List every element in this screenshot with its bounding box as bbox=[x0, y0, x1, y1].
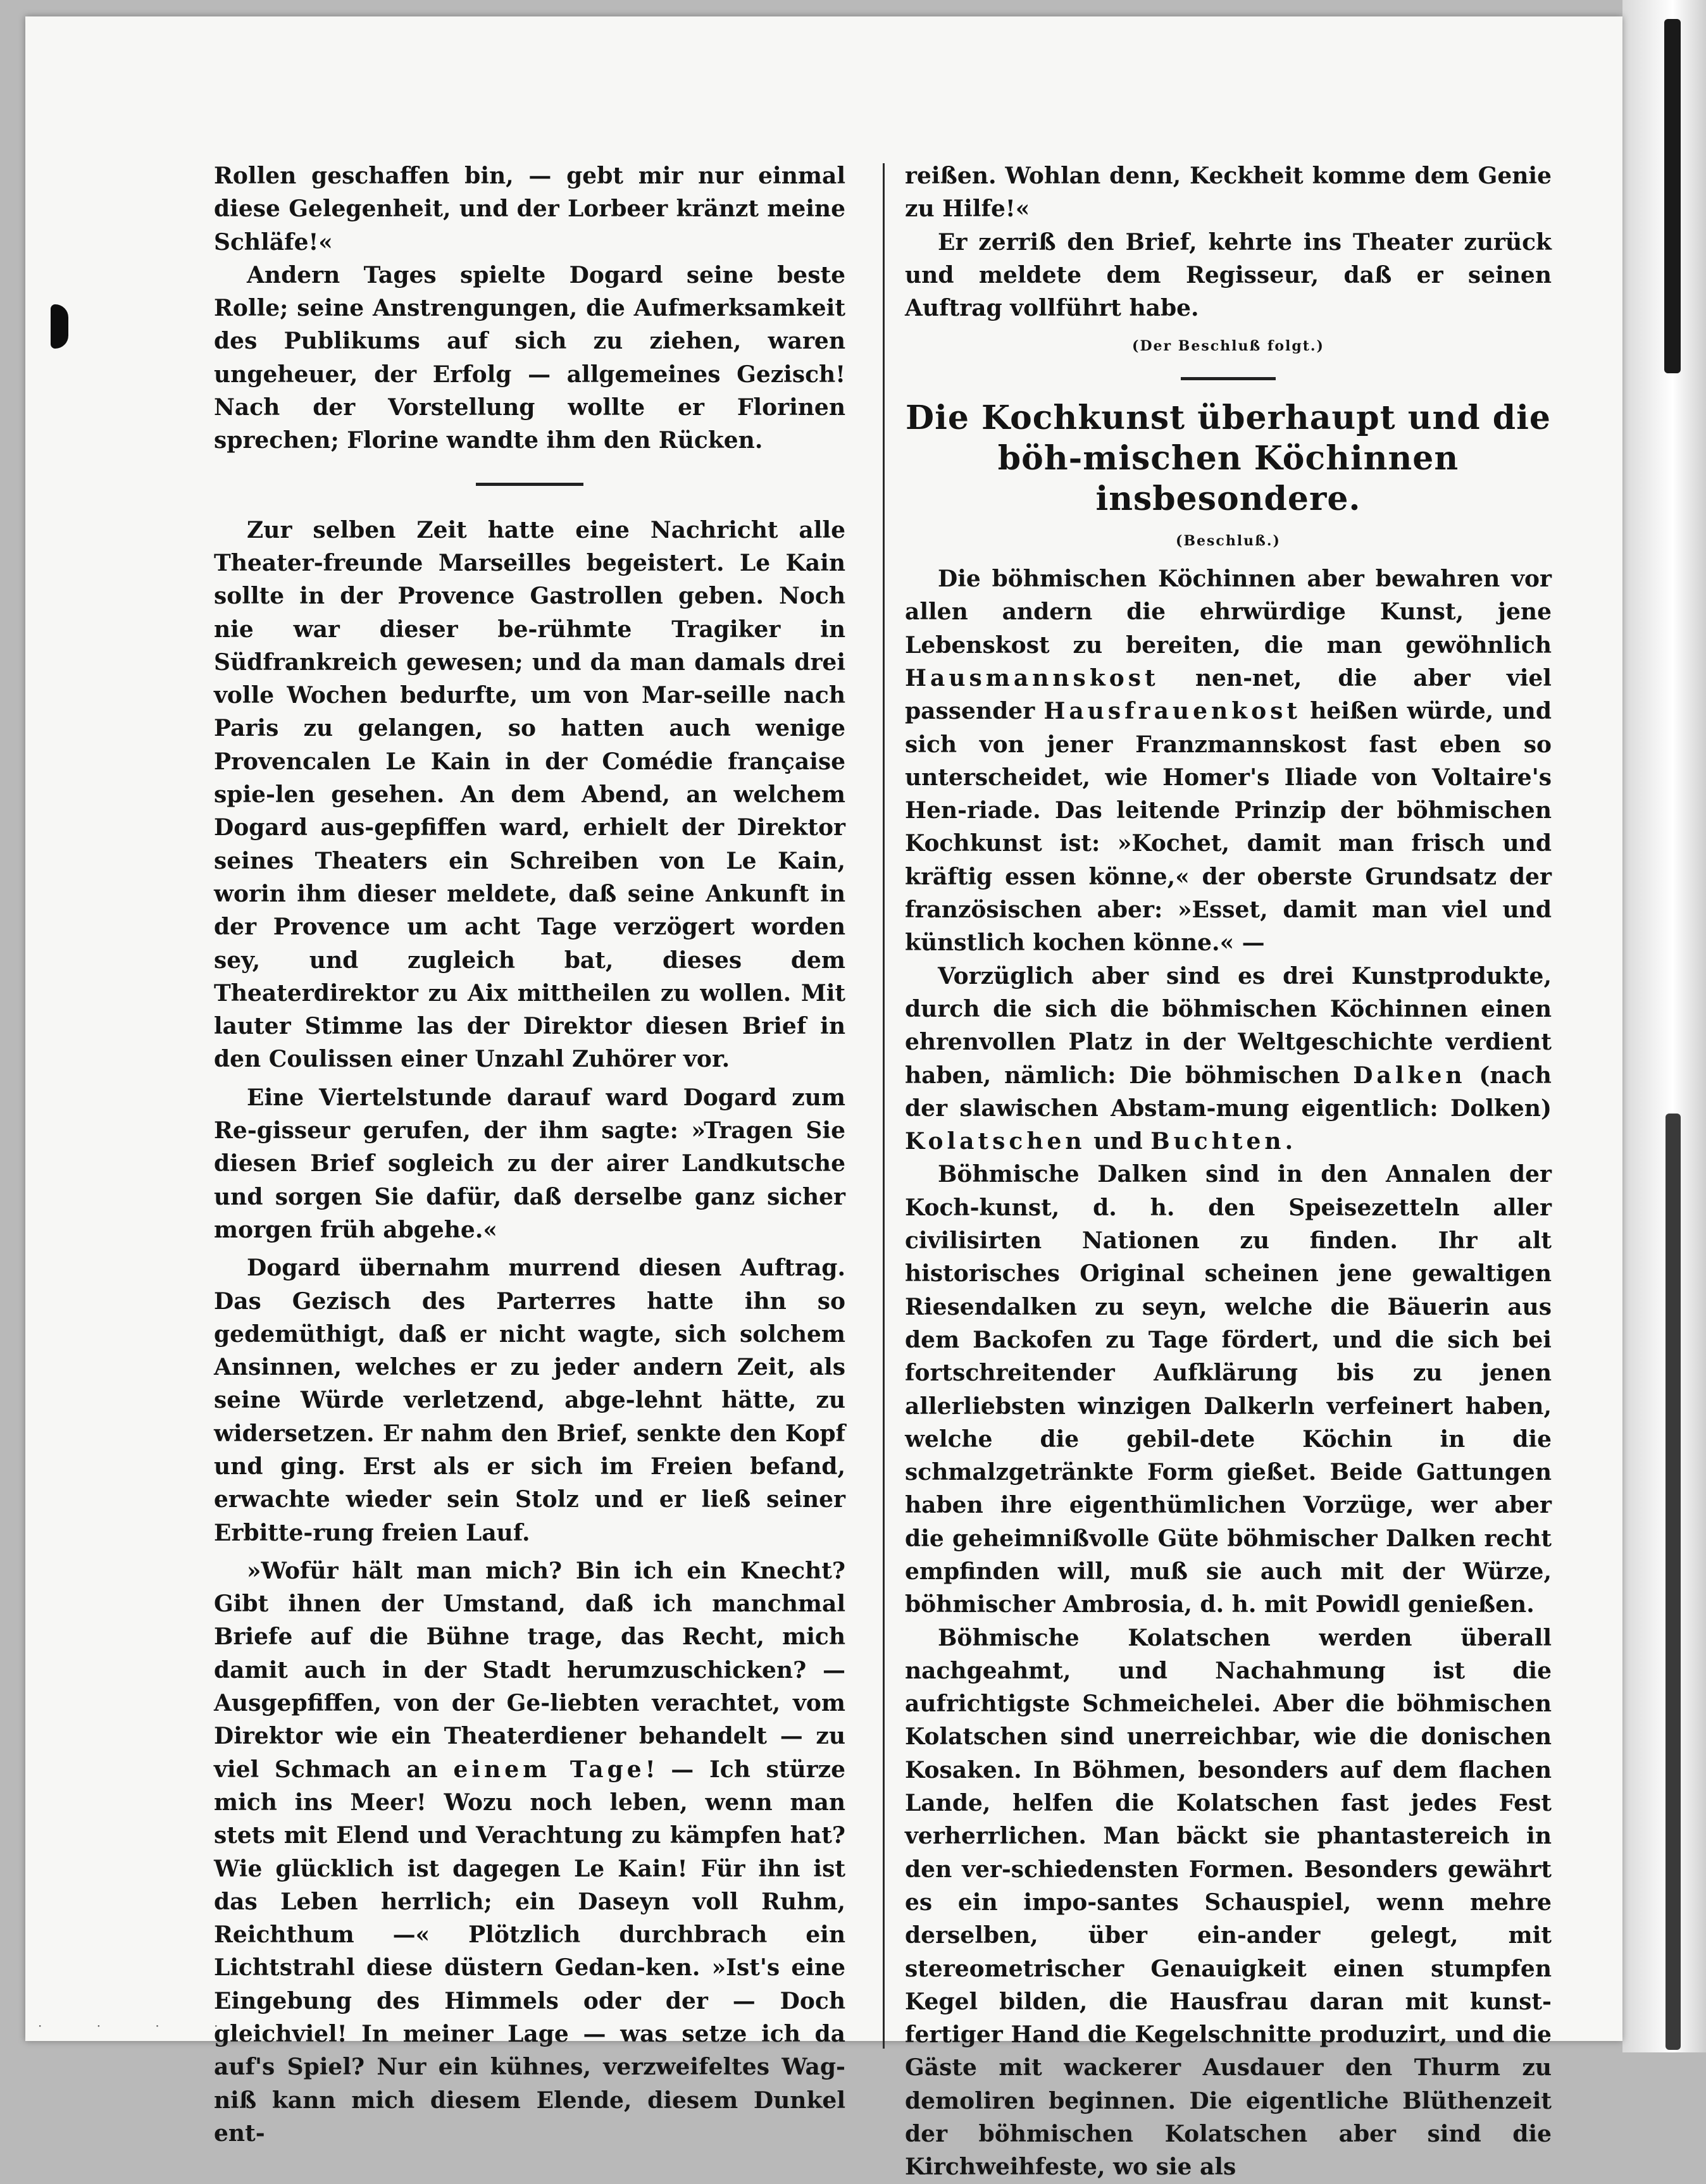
article-heading: Die Kochkunst überhaupt und die böh-mischen Köchinnen insbesondere. bbox=[906, 398, 1551, 518]
left-paragraph-4: Eine Viertelstunde darauf ward Dogard zum Re-gisseur gerufen, der ihm sagte: »Tragen Sie diesen Brief sogleich zu der airer Landkutsche und sorgen Sie dafür, daß derselbe ganz sicher morgen früh abgehe.« bbox=[214, 1084, 845, 1243]
right-paragraph-1: reißen. Wohlan denn, Keckheit komme dem Genie zu Hilfe!« bbox=[905, 163, 1552, 223]
section-separator bbox=[476, 483, 583, 486]
right-paragraph-5: Böhmische Dalken sind in den Annalen der Koch-kunst, d. h. den Speisezetteln aller civilisirten Nationen zu finden. Ihr alt historisches Original scheinen jene gewaltigen Riesendalken zu seyn, welche die Bäuerin aus dem Backofen zu Tage fördert, und die sich bei fortschreitender Aufklärung bis zu jenen allerliebsten winzigen Dalkerln verfeinert haben, welche die gebil-dete Köchin in die schmalzgetränkte Form gießet. Beide Gattungen haben ihre eigenthümlichen Vorzüge, wer aber die geheimnißvolle Güte böhmischer Dalken recht empfinden will, muß sie auch mit der Würze, böhmischer Ambrosia, d. h. mit Powidl genießen. bbox=[905, 1161, 1552, 1618]
left-paragraph-5: Dogard übernahm murrend diesen Auftrag. Das Gezisch des Parterres hatte ihn so gedemüthigt, daß er nicht wagte, sich solchem Ansinnen, welches er zu jeder andern Zeit, als seine Würde verletzend, abge-lehnt hätte, zu widersetzen. Er nahm den Brief, senkte den Kopf und ging. Erst als er sich im Freien befand, erwachte wieder sein Stolz und er ließ seiner Erbitte-rung freien Lauf. bbox=[214, 1255, 845, 1546]
left-column bbox=[214, 159, 845, 2150]
scan-border-lower bbox=[1666, 1114, 1681, 2050]
article-subheading: (Beschluß.) bbox=[1176, 532, 1281, 549]
right-paragraph-2: Er zerriß den Brief, kehrte ins Theater zurück und meldete dem Regisseur, daß er seinen Auftrag vollführt habe. bbox=[905, 228, 1552, 322]
scan-border bbox=[1664, 19, 1681, 373]
continued-note: (Der Beschluß folgt.) bbox=[1132, 338, 1324, 355]
binding-hole bbox=[51, 304, 68, 349]
section-separator bbox=[1181, 377, 1276, 380]
scan-specks: · · · · bbox=[38, 2018, 244, 2033]
right-paragraph-4: Vorzüglich aber sind es drei Kunstprodukte, durch die sich die böhmischen Köchinnen einen ehrenvollen Platz in der Weltgeschichte verdient haben, nämlich: Die böhmischen Dalken (nach der slawischen Abstam-mung eigentlich: Dolken) Kolatschen und Buchten. bbox=[905, 962, 1552, 1155]
right-paragraph-3: Die böhmischen Köchinnen aber bewahren vor allen andern die ehrwürdige Kunst, jene Lebenskost zu bereiten, die man gewöhnlich Hausmannskost nen-net, die aber viel passender Hausfrauenkost heißen würde, und sich von jener Franzmannskost fast eben so unterscheidet, wie Homer's Iliade von Voltaire's Hen-riade. Das leitende Prinzip der böhmischen Kochkunst ist: »Kochet, damit man frisch und kräftig essen könne,« der oberste Grundsatz der französischen aber: »Esset, damit man viel und künstlich kochen könne.« — bbox=[905, 566, 1552, 957]
left-paragraph-6: »Wofür hält man mich? Bin ich ein Knecht? Gibt ihnen der Umstand, daß ich manchmal Briefe auf die Bühne trage, das Recht, mich damit auch in der Stadt herumzuschicken? — Ausgepfiffen, von der Ge-liebten verachtet, vom Direktor wie ein Theaterdiener behandelt — zu viel Schmach an einem Tage! — Ich stürze mich ins Meer! Wozu noch leben, wenn man stets mit Elend und Verachtung zu kämpfen hat? Wie glücklich ist dagegen Le Kain! Für ihn ist das Leben herrlich; ein Daseyn voll Ruhm, Reichthum —« Plötzlich durchbrach ein Lichtstrahl diese düstern Gedan-ken. »Ist's eine Eingebung des Himmels oder der — Doch gleichviel! In meiner Lage — was setze ich da auf's Spiel? Nur ein kühnes, verzweifeltes Wag-niß kann mich diesem Elende, diesem Dunkel ent- bbox=[214, 1557, 845, 2147]
right-column bbox=[905, 159, 1552, 2184]
right-paragraph-6: Böhmische Kolatschen werden überall nachgeahmt, und Nachahmung ist die aufrichtigste Schmeichelei. Aber die böhmischen Kolatschen sind unerreichbar, wie die donischen Kosaken. In Böhmen, besonders auf dem flachen Lande, helfen die Kolatschen fast jedes Fest verherrlichen. Man bäckt sie phantastereich in den ver-schiedensten Formen. Besonders gewährt es ein impo-santes Schauspiel, wenn mehre derselben, über ein-ander gelegt, mit stereometrischer Genauigkeit einen stumpfen Kegel bilden, die Hausfrau daran mit kunst-fertiger Hand die Kegelschnitte produzirt, und die Gäste mit wackerer Ausdauer den Thurm zu demoliren beginnen. Die eigentliche Blüthenzeit der böhmischen Kolatschen aber sind die Kirchweihfeste, wo sie als bbox=[905, 1624, 1552, 2181]
left-paragraph-1: Rollen geschaffen bin, — gebt mir nur einmal diese Gelegenheit, und der Lorbeer kränzt meine Schläfe!« bbox=[214, 163, 845, 256]
left-paragraph-3: Zur selben Zeit hatte eine Nachricht alle Theater-freunde Marseilles begeistert. Le Kain sollte in der Provence Gastrollen geben. Noch nie war dieser be-rühmte Tragiker in Südfrankreich gewesen; und da man damals drei volle Wochen bedurfte, um von Mar-seille nach Paris zu gelangen, so hatten auch wenige Provencalen Le Kain in der Comédie française spie-len gesehen. An dem Abend, an welchem Dogard aus-gepfiffen ward, erhielt der Direktor seines Theaters ein Schreiben von Le Kain, worin ihm dieser meldete, daß seine Ankunft in der Provence um acht Tage verzögert worden sey, und zugleich bat, dieses dem Theaterdirektor zu Aix mittheilen zu wollen. Mit lauter Stimme las der Direktor diesen Brief in den Coulissen einer Unzahl Zuhörer vor. bbox=[214, 516, 845, 1073]
left-paragraph-2: Andern Tages spielte Dogard seine beste Rolle; seine Anstrengungen, die Aufmerksamkeit des Publikums auf sich zu ziehen, waren ungeheuer, der Erfolg — allgemeines Gezisch! Nach der Vorstellung wollte er Florinen sprechen; Florine wandte ihm den Rücken. bbox=[214, 261, 845, 454]
emphasis: einem Tage bbox=[453, 1756, 645, 1783]
column-rule bbox=[883, 163, 885, 2049]
